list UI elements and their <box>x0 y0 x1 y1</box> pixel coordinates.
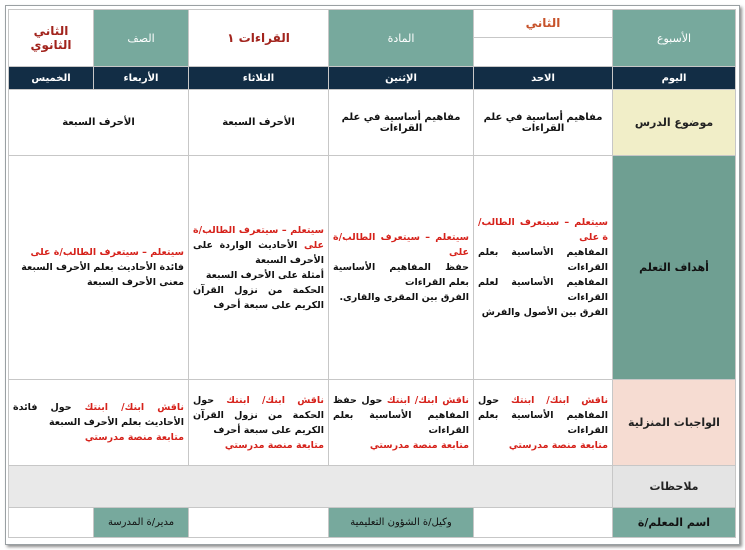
goals-sunday-line-3: الفرق بين الأصول والفرش <box>481 307 608 318</box>
day-label: اليوم <box>613 67 736 90</box>
homework-sunday-follow: متابعة منصة مدرستي <box>508 439 608 451</box>
goals-sunday-line-1: المفاهيم الأساسية بعلم القراءات <box>478 247 608 273</box>
goals-wednesday <box>9 156 189 380</box>
header-row <box>9 10 736 67</box>
homework-sunday-prefix: ناقش ابنك/ ابنتك <box>510 394 609 406</box>
topic-tuesday: الأحرف السبعة <box>189 90 329 156</box>
topic-row <box>9 90 736 156</box>
notes-row <box>9 466 736 508</box>
goals-sunday-line-2: المفاهيم الأساسية لعلم القراءات <box>478 277 608 303</box>
goals-monday-line-2: الفرق بين المقرى والقارى. <box>339 292 469 303</box>
goals-tuesday <box>189 156 329 380</box>
homework-wednesday-text: حول فائدة الأحاديث بعلم الأحرف السبعة <box>13 402 184 428</box>
goals-tuesday-line-3: الحكمة من نزول القرآن الكريم على سبعة أحرف <box>193 284 324 311</box>
week-label: الأسبوع <box>613 10 736 67</box>
goals-wednesday-line-2: معنى الأحرف السبعة <box>87 277 184 288</box>
homework-sunday-text: حول المفاهيم الأساسية بعلم القراءات <box>478 394 608 436</box>
goals-wednesday-line-1: فائدة الأحاديث بعلم الأحرف السبعة <box>21 262 184 273</box>
homework-wednesday-prefix: ناقش ابنك/ ابنتك <box>84 402 184 413</box>
goals-tuesday-intro: سيتعلم – سيتعرف الطالب/ة على <box>193 224 325 251</box>
grade-label: الصف <box>94 10 189 67</box>
topic-monday: مفاهيم أساسية في علم القراءات <box>329 90 474 156</box>
homework-monday-text: حول حفظ المفاهيم الأساسية بعلم القراءات <box>333 394 469 436</box>
homework-wednesday <box>9 380 189 466</box>
day-tuesday: الثلاثاء <box>189 67 329 90</box>
week-value-cell <box>474 10 613 67</box>
grade-value: الثاني الثانوي <box>9 10 94 67</box>
notes-label: ملاحظات <box>613 466 736 508</box>
homework-wednesday-follow: متابعة منصة مدرستي <box>84 432 184 443</box>
homework-label: الواجبات المنزلية <box>613 380 736 466</box>
goals-label: أهداف التعلم <box>613 156 736 380</box>
principal-label: مدير/ة المدرسة <box>94 508 189 538</box>
week-value: الثاني <box>474 10 612 38</box>
goals-sunday <box>474 156 613 380</box>
days-row <box>9 67 736 90</box>
goals-row <box>9 156 736 380</box>
topic-wednesday: الأحرف السبعة <box>9 90 189 156</box>
goals-monday <box>329 156 474 380</box>
weekly-plan-table <box>8 9 736 538</box>
homework-monday-follow: متابعة منصة مدرستي <box>369 439 469 451</box>
homework-tuesday <box>189 380 329 466</box>
homework-tuesday-text: حول الحكمة من نزول القرآن الكريم على سبعة أحرف <box>193 394 324 436</box>
subject-label: المادة <box>329 10 474 67</box>
goals-monday-line-1: حفظ المفاهيم الأساسية بعلم القراءات <box>333 262 469 288</box>
week-value-blank <box>474 38 612 66</box>
deputy-label: وكيل/ة الشؤون التعليمية <box>329 508 474 538</box>
homework-monday-prefix: ناقش ابنك/ ابنتك <box>386 394 469 406</box>
day-thursday: الخميس <box>9 67 94 90</box>
deputy-signature-field[interactable] <box>189 508 329 538</box>
homework-row <box>9 380 736 466</box>
goals-monday-intro: سيتعلم – سيتعرف الطالب/ة على <box>333 232 469 258</box>
topic-label: موضوع الدرس <box>613 90 736 156</box>
teacher-name-label: اسم المعلم/ة <box>613 508 736 538</box>
notes-field[interactable] <box>9 466 613 508</box>
subject-value: القراءات ١ <box>189 10 329 67</box>
homework-tuesday-prefix: ناقش ابنك/ ابنتك <box>226 394 325 406</box>
goals-sunday-intro: سيتعلم – سيتعرف الطالب/ة على <box>478 217 608 243</box>
teacher-name-field[interactable] <box>474 508 613 538</box>
goals-wednesday-intro: سيتعلم – سيتعرف الطالب/ة على <box>30 247 184 258</box>
goals-tuesday-line-2: أمثلة على الأحرف السبعة <box>205 269 324 281</box>
day-monday: الإثنين <box>329 67 474 90</box>
day-wednesday: الأربعاء <box>94 67 189 90</box>
principal-signature-field[interactable] <box>9 508 94 538</box>
signature-row <box>9 508 736 538</box>
topic-sunday: مفاهيم أساسية في علم القراءات <box>474 90 613 156</box>
day-sunday: الاحد <box>474 67 613 90</box>
homework-tuesday-follow: متابعة منصة مدرستي <box>224 439 324 451</box>
homework-sunday <box>474 380 613 466</box>
homework-monday <box>329 380 474 466</box>
lesson-plan-frame <box>5 5 740 545</box>
goals-tuesday-line-1: الأحاديث الواردة على الأحرف السبعة <box>193 239 324 266</box>
